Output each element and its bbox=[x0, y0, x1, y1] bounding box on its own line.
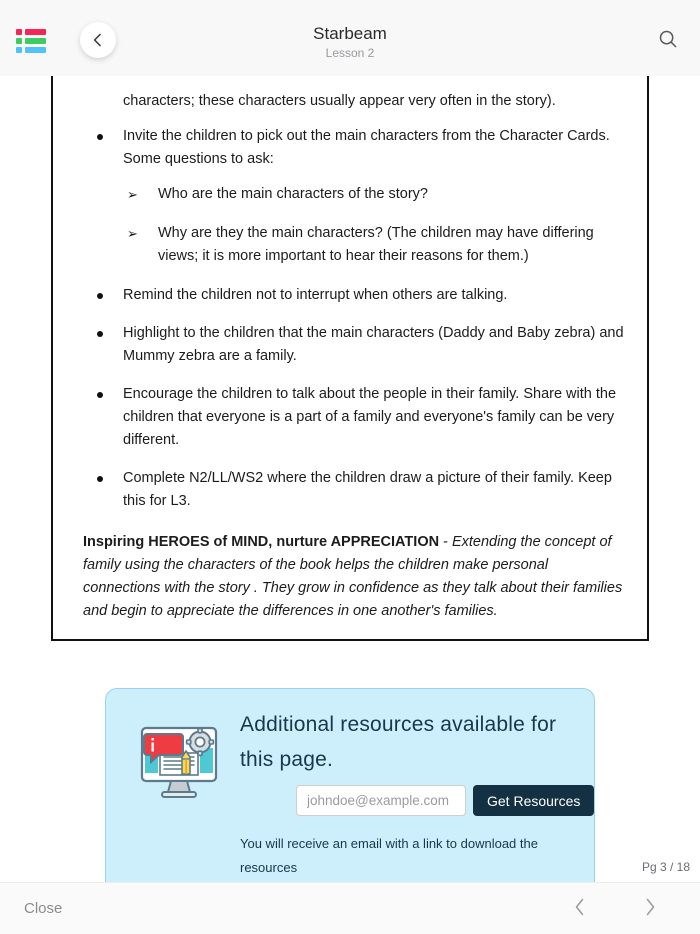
document-closing-paragraph bbox=[75, 531, 625, 623]
list-item: Encourage the children to talk about the people in their family. Share with the children that everyone is a part of a family and everyone's family can be very different. bbox=[75, 383, 625, 452]
chevron-left-icon bbox=[574, 904, 586, 919]
list-item: Remind the children not to interrupt when others are talking. bbox=[75, 284, 625, 307]
app-header bbox=[0, 0, 700, 76]
resources-form bbox=[240, 785, 594, 816]
logo-bar-blue bbox=[25, 47, 46, 53]
app-footer bbox=[0, 882, 700, 934]
grid-logo-icon[interactable] bbox=[16, 29, 46, 53]
logo-row-green bbox=[16, 38, 46, 44]
list-item: Complete N2/LL/WS2 where the children draw a picture of their family. Keep this for L3. bbox=[75, 467, 625, 513]
list-item: Highlight to the children that the main characters (Daddy and Baby zebra) and Mummy zebra are a family. bbox=[75, 322, 625, 368]
logo-row-blue bbox=[16, 47, 46, 53]
logo-square-green bbox=[16, 38, 22, 44]
back-button[interactable] bbox=[80, 22, 116, 58]
bullet-text: Invite the children to pick out the main characters from the Character Cards. Some questions to ask: bbox=[123, 128, 610, 167]
page-subtitle: Lesson 2 bbox=[325, 46, 375, 60]
next-page-button[interactable] bbox=[638, 892, 662, 925]
logo-bar-red bbox=[25, 29, 46, 35]
additional-resources-card bbox=[105, 688, 595, 882]
resources-note: You will receive an email with a link to download the resources bbox=[240, 836, 538, 875]
content-scroll-area[interactable] bbox=[0, 76, 700, 882]
logo-square-blue bbox=[16, 47, 22, 53]
chevron-right-icon bbox=[644, 904, 656, 919]
document-sub-list bbox=[123, 183, 625, 268]
chevron-left-icon bbox=[91, 33, 105, 47]
email-field[interactable] bbox=[296, 785, 466, 816]
resources-card-content bbox=[234, 707, 594, 881]
get-resources-button[interactable]: Get Resources bbox=[473, 785, 594, 816]
list-item: ➢ Who are the main characters of the story? bbox=[123, 183, 625, 206]
logo-square-red bbox=[16, 29, 22, 35]
closing-separator: - bbox=[439, 534, 452, 550]
search-icon bbox=[658, 29, 678, 52]
list-item: ➢ Why are they the main characters? (The children may have differing views; it is more important to hear their reasons for them.) bbox=[123, 222, 625, 268]
resources-heading: Additional resources available for this page. bbox=[240, 713, 557, 771]
closing-italic-text: Extending the concept of family using the characters of the book helps the children make personal connections with the story . They grow in confidence as they talk about their families and begin to appreciate the differences in one another's families. bbox=[83, 534, 623, 619]
document-bullet-list bbox=[75, 125, 625, 513]
monitor-resources-icon bbox=[124, 707, 234, 881]
logo-bar-green bbox=[25, 38, 46, 44]
list-item bbox=[75, 125, 625, 268]
page-indicator: Pg 3 / 18 bbox=[641, 860, 690, 874]
previous-page-button[interactable] bbox=[568, 892, 592, 925]
page-title: Starbeam bbox=[313, 24, 387, 43]
close-button[interactable]: Close bbox=[18, 896, 68, 921]
search-button[interactable] bbox=[650, 22, 686, 58]
document-lead-paragraph: characters; these characters usually appear very often in the story). bbox=[123, 93, 556, 109]
logo-row-red bbox=[16, 29, 46, 35]
lesson-document bbox=[51, 76, 649, 641]
closing-bold-lead: Inspiring HEROES of MIND, nurture APPRECIATION bbox=[83, 534, 440, 550]
